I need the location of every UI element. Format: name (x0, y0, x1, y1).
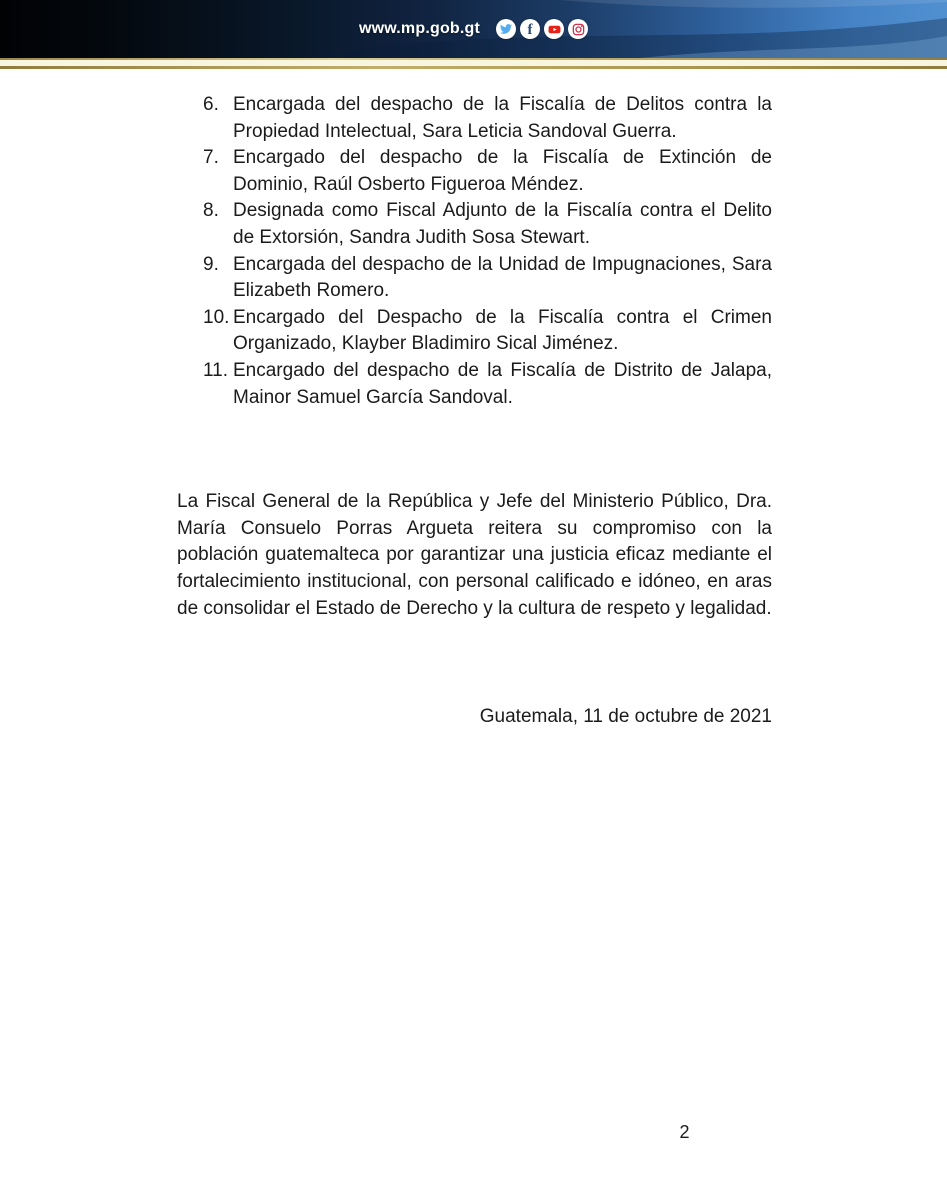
social-icons-group (496, 19, 588, 39)
list-item-text: Encargado del Despacho de la Fiscalía contra el Crimen Organizado, Klayber Bladimiro Sical Jiménez. (233, 306, 772, 355)
list-item (203, 305, 772, 358)
list-item (203, 92, 772, 145)
list-item (203, 358, 772, 411)
appointments-list (203, 92, 772, 411)
list-item-text: Encargado del despacho de la Fiscalía de Extinción de Dominio, Raúl Osberto Figueroa Méndez. (233, 147, 772, 195)
instagram-camera-glyph (572, 23, 585, 36)
website-url[interactable]: www.mp.gob.gt (358, 20, 481, 37)
list-item-text: Encargado del despacho de la Fiscalía de Distrito de Jalapa, Mainor Samuel García Sandoval. (233, 359, 772, 408)
header-content (0, 0, 947, 58)
youtube-play-glyph (548, 23, 561, 36)
list-item-text: Encargada del despacho de la Fiscalía de Delitos contra la Propiedad Intelectual, Sara Leticia Sandoval Guerra. (233, 94, 772, 142)
dateline: Guatemala, 11 de octubre de 2021 (479, 706, 772, 728)
list-item-number: 10. (203, 306, 230, 328)
list-item-number: 7. (203, 147, 219, 169)
list-item-number: 11. (203, 359, 229, 381)
facebook-icon[interactable] (520, 19, 540, 39)
list-item-number: 8. (203, 200, 219, 222)
closing-paragraph: La Fiscal General de la República y Jefe del Ministerio Público, Dra. María Consuelo Porras Argueta reitera su compromiso con la población guatemalteca por garantizar una justicia eficaz mediante el fortalecimiento institucional, con personal calificado e idóneo, en aras de consolidar el Estado de Derecho y la cultura de respeto y legalidad. (177, 491, 772, 619)
facebook-f-glyph: f (527, 22, 533, 38)
list-item-number: 9. (203, 253, 219, 275)
list-item-text: Encargada del despacho de la Unidad de Impugnaciones, Sara Elizabeth Romero. (233, 253, 772, 302)
list-item-text: Designada como Fiscal Adjunto de la Fiscalía contra el Delito de Extorsión, Sandra Judith Sosa Stewart. (233, 200, 772, 248)
document-content (177, 72, 772, 731)
twitter-icon[interactable] (496, 19, 516, 39)
instagram-icon[interactable] (568, 19, 588, 39)
gold-divider (0, 58, 947, 72)
page-number: 2 (679, 1122, 690, 1142)
twitter-bird-glyph (500, 23, 512, 35)
list-item (203, 252, 772, 305)
list-item-number: 6. (203, 94, 219, 115)
list-item (203, 198, 772, 251)
list-item (203, 145, 772, 198)
youtube-icon[interactable] (544, 19, 564, 39)
page-header (0, 0, 947, 58)
